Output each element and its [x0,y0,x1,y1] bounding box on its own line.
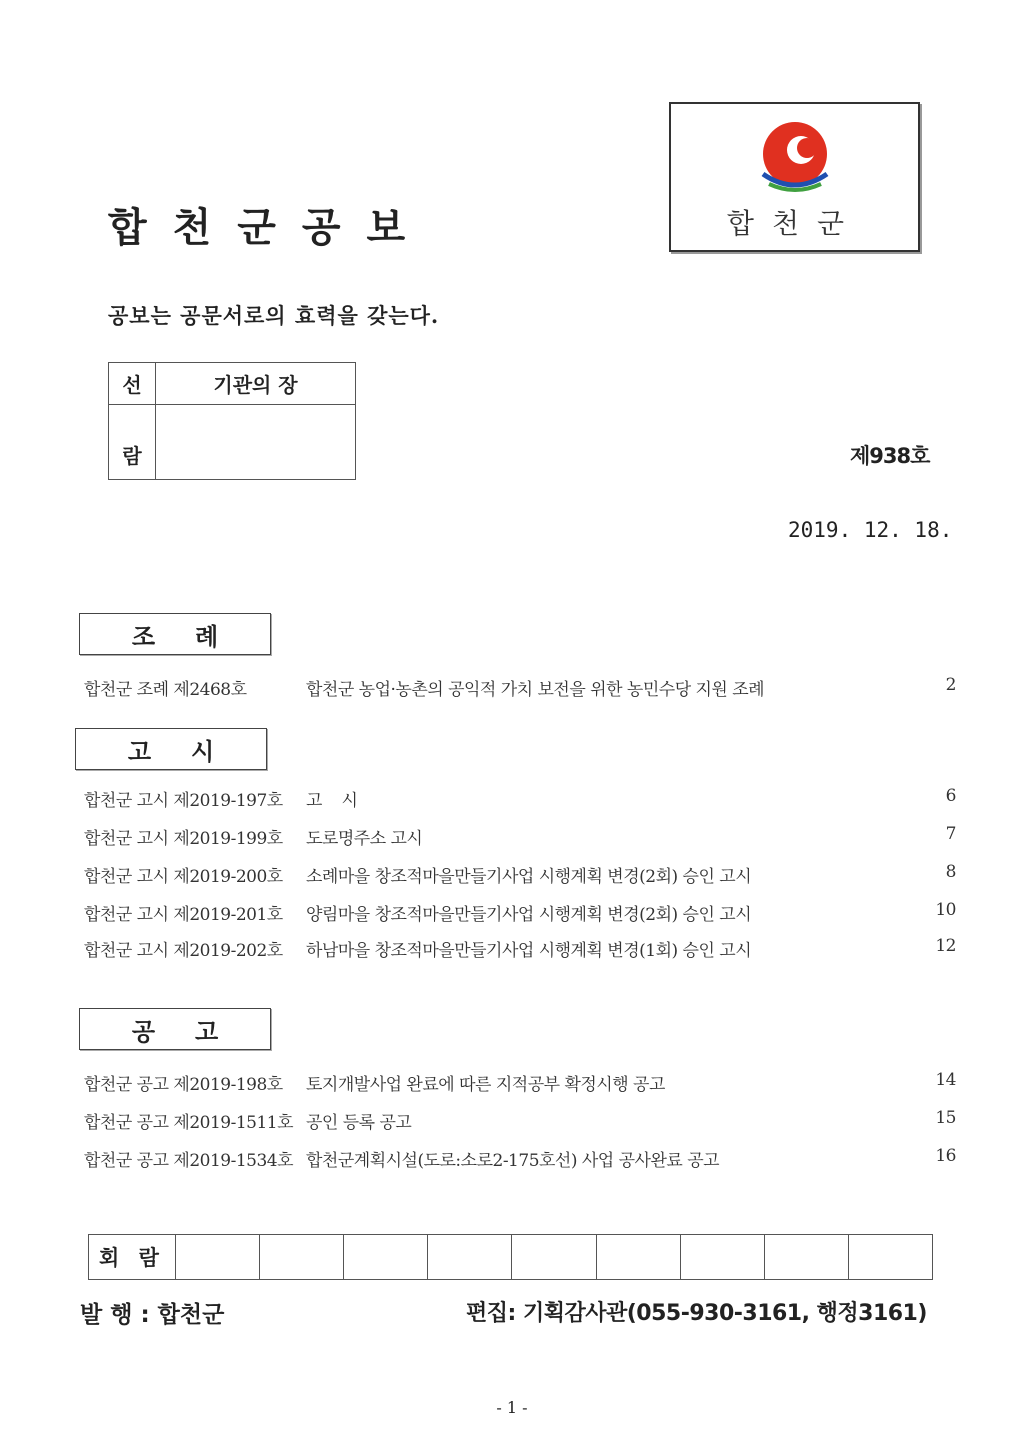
item-title: 합천군 농업·농촌의 공익적 가치 보전을 위한 농민수당 지원 조례 [306,680,765,700]
toc-row[interactable] [84,1070,956,1094]
item-page: 14 [935,1070,956,1090]
circulation-cell [596,1235,680,1280]
item-number: 합천군 고시 제2019-201호 [84,905,283,925]
circulation-cell [344,1235,428,1280]
logo-text: 합천군 [726,207,863,240]
toc-row[interactable] [84,900,956,924]
item-number: 합천군 고시 제2019-202호 [84,941,283,961]
item-page: 2 [945,675,956,695]
approval-label-bottom: 람 [109,405,156,480]
toc-row[interactable] [84,936,956,960]
section-heading-ordinance: 조례 [79,613,271,655]
circulation-table [88,1234,933,1280]
item-page: 6 [945,786,956,806]
circulation-cell [680,1235,764,1280]
circulation-cell [428,1235,512,1280]
item-page: 8 [945,862,956,882]
item-number: 합천군 조례 제2468호 [84,680,247,700]
toc-row[interactable] [84,1108,956,1132]
item-page: 12 [935,936,956,956]
item-title: 양림마을 창조적마을만들기사업 시행계획 변경(2회) 승인 고시 [306,905,752,925]
approval-sign-cell [156,405,356,480]
item-number: 합천군 고시 제2019-200호 [84,867,283,887]
item-page: 16 [935,1146,956,1166]
toc-row[interactable] [84,786,956,810]
approval-label-top: 선 [109,363,156,405]
toc-row[interactable] [84,1146,956,1170]
item-title: 합천군계획시설(도로:소로2-175호선) 사업 공사완료 공고 [306,1151,720,1171]
item-page: 10 [935,900,956,920]
item-title: 도로명주소 고시 [306,829,423,849]
page-number: - 1 - [496,1398,528,1417]
editor: 편집: 기획감사관(055-930-3161, 행정3161) [466,1301,927,1326]
circulation-cell [848,1235,932,1280]
motto: 공보는 공문서로의 효력을 갖는다. [108,303,440,328]
publisher: 발 행 : 합천군 [80,1302,225,1328]
item-title: 하남마을 창조적마을만들기사업 시행계획 변경(1회) 승인 고시 [306,941,752,961]
issue-date: 2019. 12. 18. [788,518,953,542]
toc-row[interactable] [84,862,956,886]
circulation-cell [176,1235,260,1280]
item-title: 고 시 [306,791,358,811]
item-page: 15 [935,1108,956,1128]
section-heading-notice: 고시 [75,728,267,770]
section-heading-announcement: 공고 [79,1008,271,1050]
circulation-cell [512,1235,596,1280]
approval-header: 기관의 장 [156,363,356,405]
toc-row[interactable] [84,824,956,848]
item-title: 토지개발사업 완료에 따른 지적공부 확정시행 공고 [306,1075,665,1095]
issue-number: 제938호 [850,444,930,468]
item-page: 7 [945,824,956,844]
toc-row[interactable] [84,675,956,699]
item-title: 소례마을 창조적마을만들기사업 시행계획 변경(2회) 승인 고시 [306,867,752,887]
item-number: 합천군 고시 제2019-197호 [84,791,283,811]
item-number: 합천군 공고 제2019-198호 [84,1075,283,1095]
circulation-cell [260,1235,344,1280]
approval-table [108,362,356,480]
county-emblem-icon [671,104,918,204]
circulation-label: 회 람 [89,1235,176,1280]
item-number: 합천군 공고 제2019-1511호 [84,1113,294,1133]
document-title: 합천군공보 [108,205,432,251]
circulation-cell [764,1235,848,1280]
item-title: 공인 등록 공고 [306,1113,412,1133]
county-logo [669,102,920,252]
item-number: 합천군 공고 제2019-1534호 [84,1151,294,1171]
item-number: 합천군 고시 제2019-199호 [84,829,283,849]
